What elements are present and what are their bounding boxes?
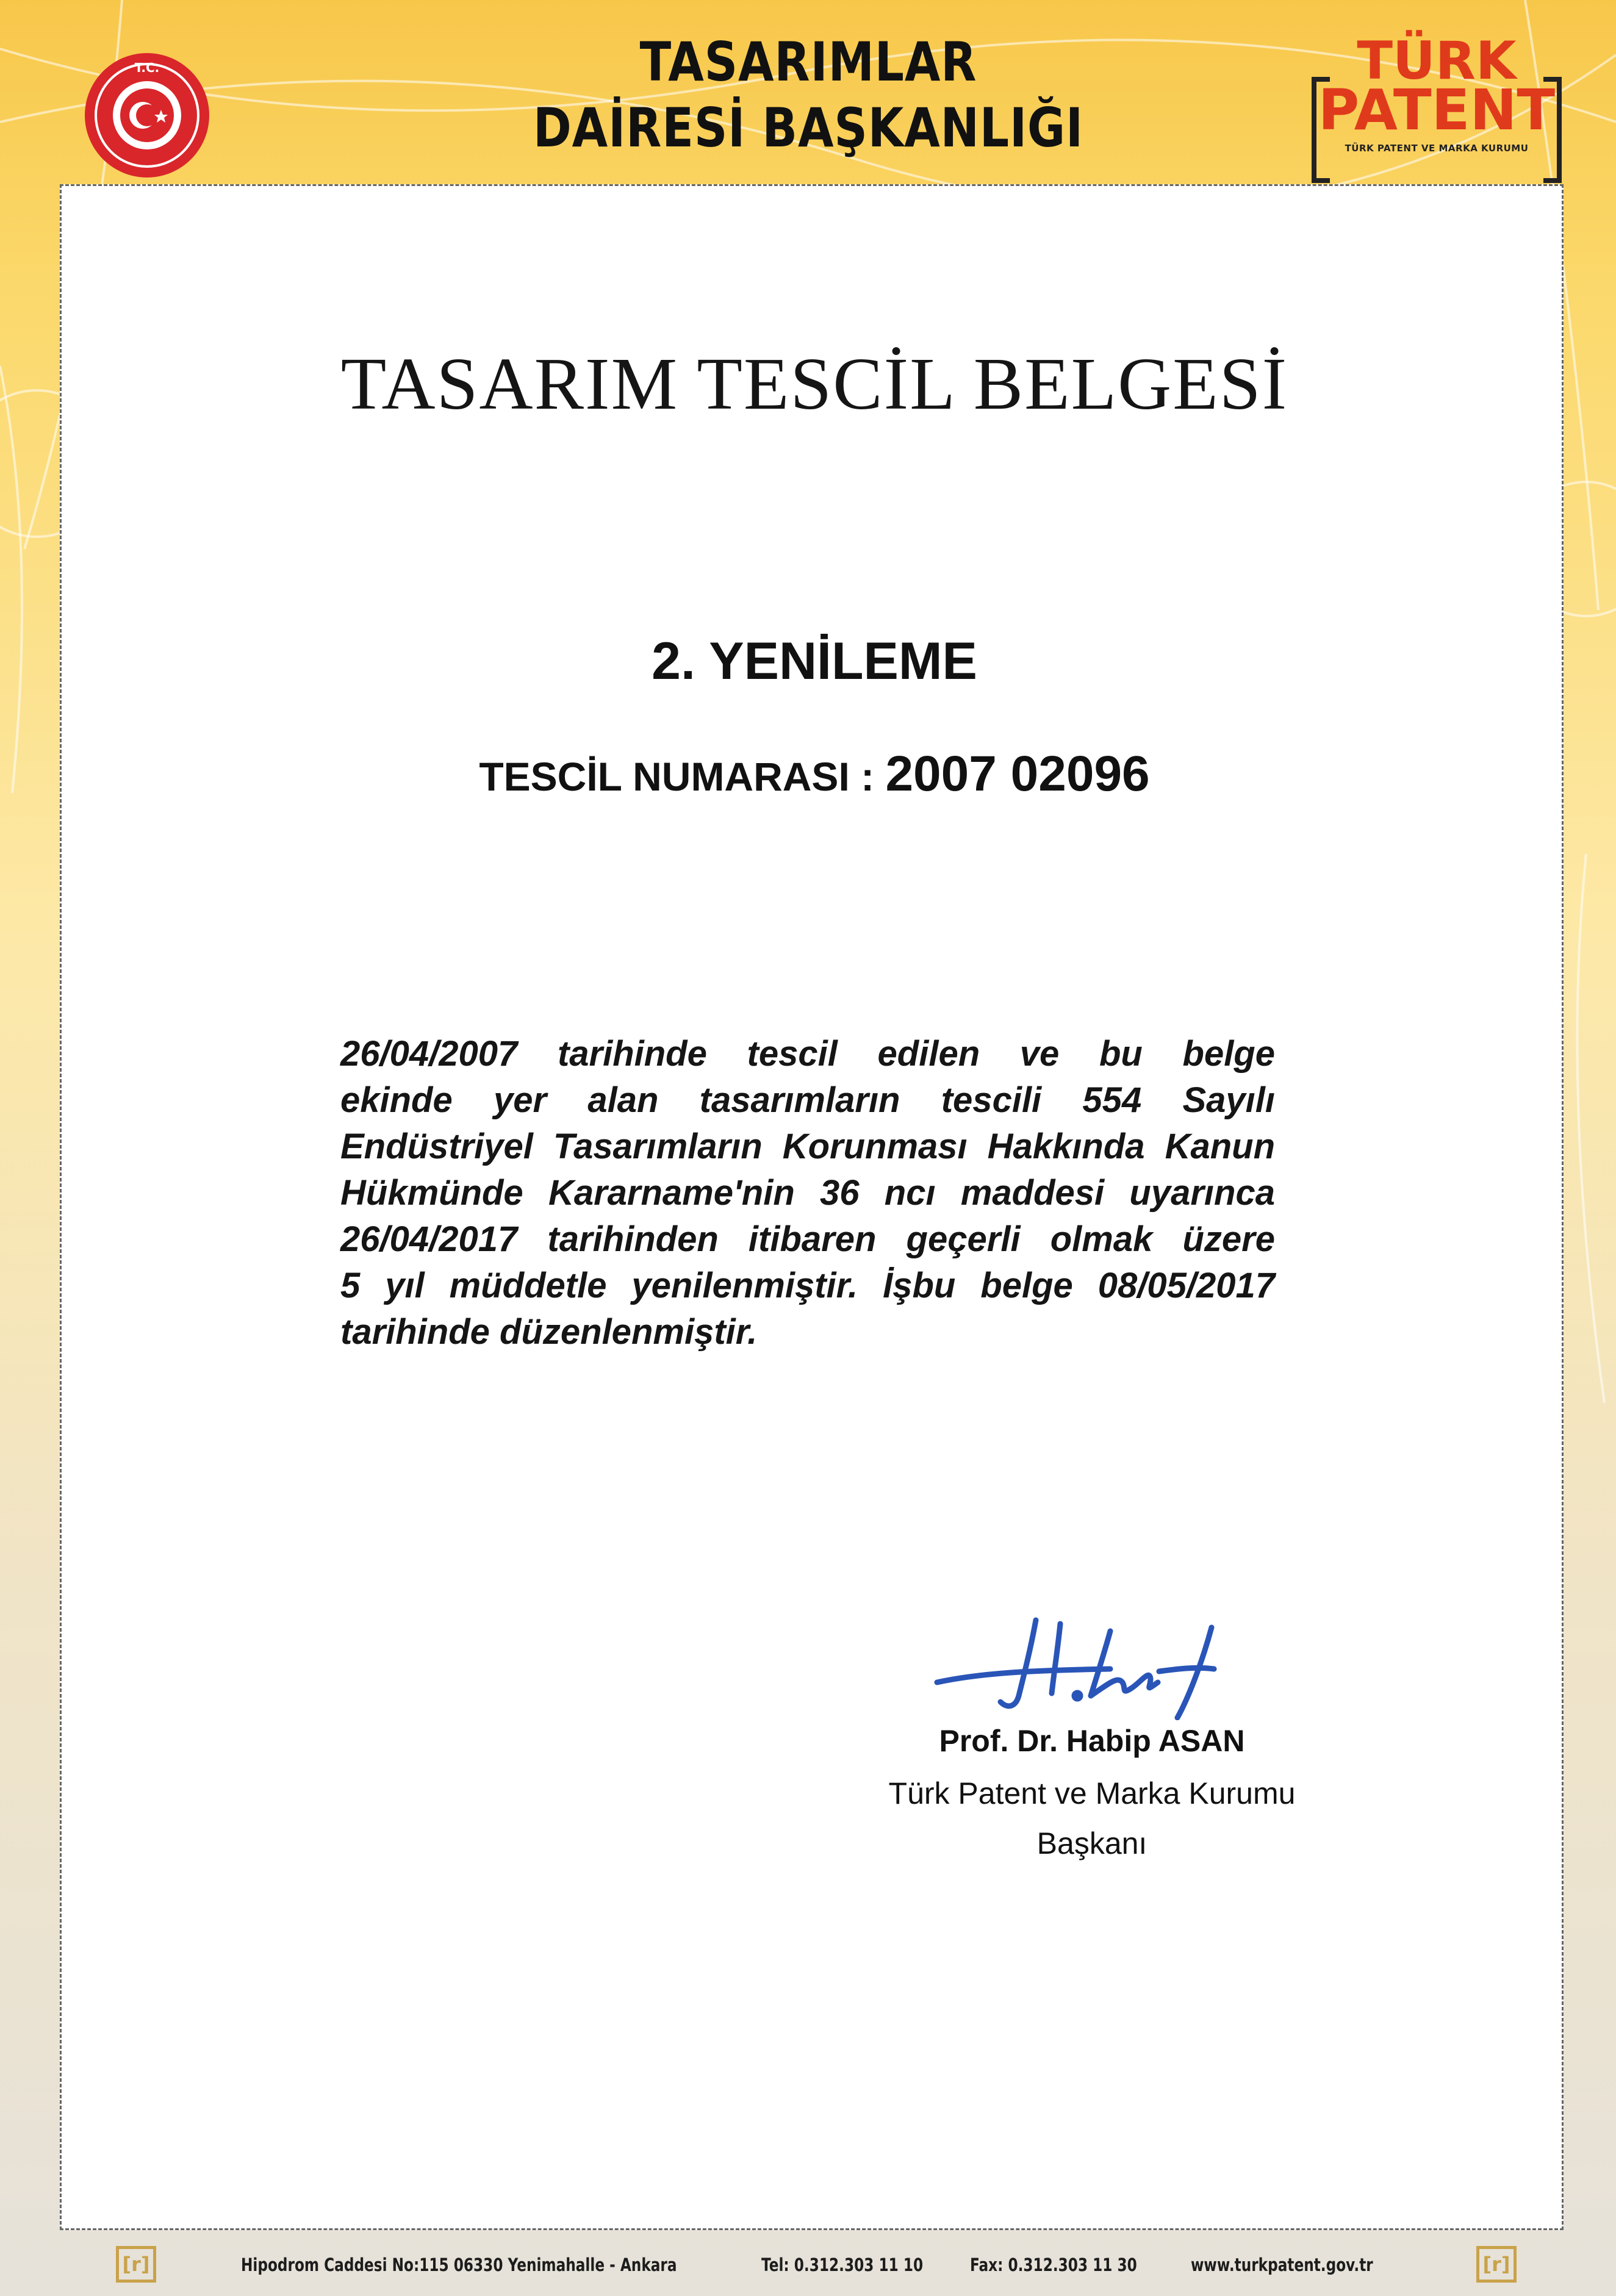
- footer-tel: Tel: 0.312.303 11 10: [761, 2255, 924, 2275]
- department-title-line1: TASARIMLAR: [639, 30, 977, 93]
- footer: [0, 2237, 1616, 2296]
- body-line: tarihinde düzenlenmiştir.: [340, 1312, 758, 1352]
- signatory-organization: Türk Patent ve Marka Kurumu: [888, 1776, 1296, 1810]
- certificate-body-text: [340, 1031, 1275, 1355]
- seal-top-text: T.C.: [134, 60, 160, 75]
- body-line: 5 yıl müddetle yenilenmiştir. İşbu belge 08/05/2017: [340, 1266, 1275, 1305]
- footer-mark-left-icon: [r]: [116, 2246, 156, 2283]
- department-title-line2: DAİRESİ BAŞKANLIĞI: [533, 96, 1083, 159]
- tc-seal-icon: [82, 50, 212, 181]
- body-line: Hükmünde Kararname'nin 36 ncı maddesi uyarınca: [340, 1173, 1275, 1213]
- footer-address: Hipodrom Caddesi No:115 06330 Yenimahalle - Ankara: [241, 2255, 677, 2275]
- header: [0, 0, 1616, 183]
- registration-label: TESCİL NUMARASI :: [479, 754, 886, 799]
- footer-fax: Fax: 0.312.303 11 30: [970, 2255, 1137, 2275]
- signatory-role: Başkanı: [1036, 1826, 1147, 1860]
- department-title: [481, 29, 1137, 161]
- body-line: ekinde yer alan tasarımların tescili 554 Sayılı: [340, 1080, 1275, 1120]
- handwritten-signature: [927, 1610, 1244, 1720]
- logo-subtitle: TÜRK PATENT VE MARKA KURUMU: [1345, 143, 1529, 154]
- renewal-heading: 2. YENİLEME: [652, 632, 977, 691]
- body-line: 26/04/2007 tarihinde tescil edilen ve bu belge: [340, 1034, 1275, 1074]
- body-line: Endüstriyel Tasarımların Korunması Hakkında Kanun: [340, 1127, 1275, 1166]
- registration-number: 2007 02096: [885, 746, 1150, 802]
- logo-turk-text: TÜRK: [1357, 30, 1517, 91]
- document-title: TASARIM TESCİL BELGESİ: [340, 343, 1288, 425]
- footer-website: www.turkpatent.gov.tr: [1191, 2255, 1373, 2275]
- logo-patent-text: PATENT: [1318, 77, 1556, 143]
- signatory-name: Prof. Dr. Habip ASAN: [939, 1724, 1245, 1758]
- body-line: 26/04/2017 tarihinden itibaren geçerli olmak üzere: [340, 1219, 1275, 1259]
- registration-number-line: [305, 745, 1324, 803]
- footer-mark-right-icon: [r]: [1476, 2246, 1517, 2283]
- turk-patent-logo: [1312, 30, 1562, 154]
